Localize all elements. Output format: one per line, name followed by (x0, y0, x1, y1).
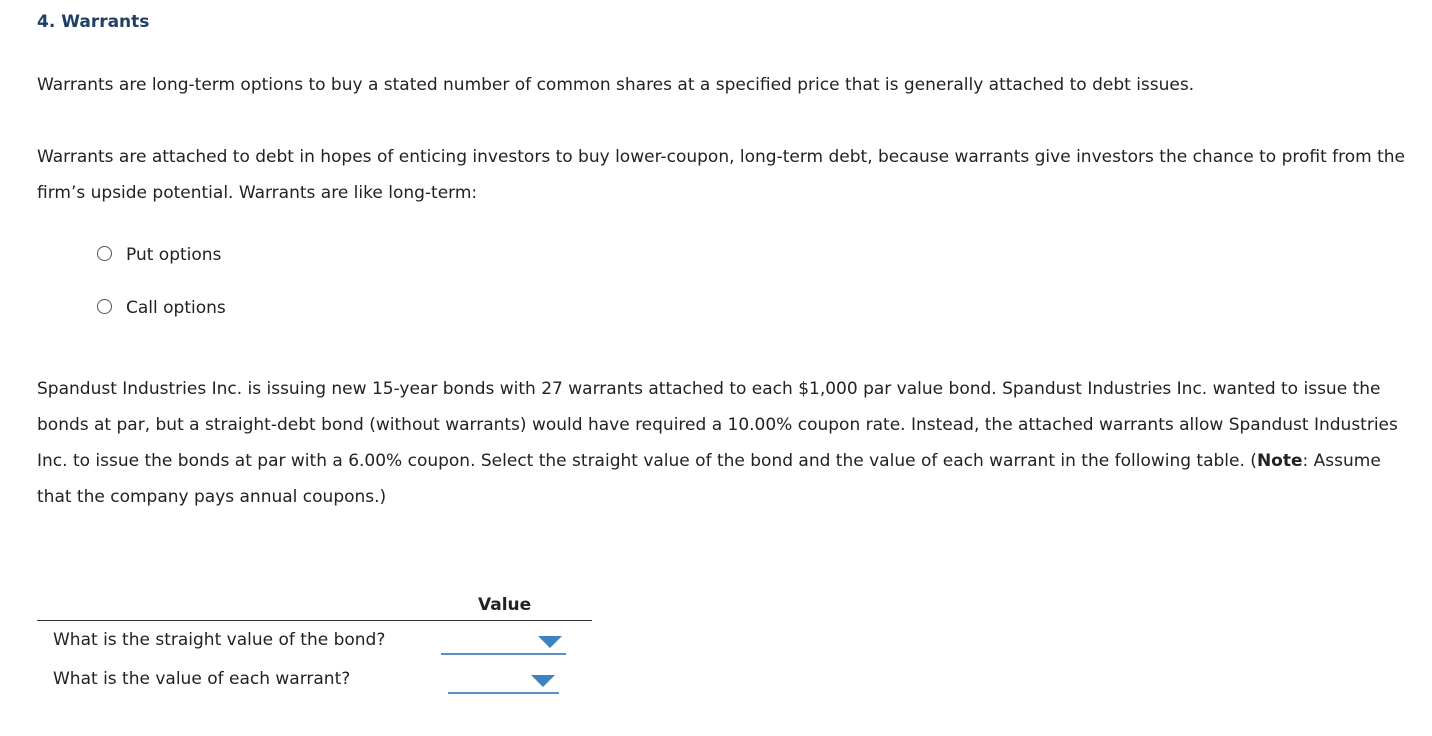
question2-text-main: Spandust Industries Inc. is issuing new 15-year bonds with 27 warrants attached to each $1,000 par value bond. Spandust Industries Inc. wanted to issue the bonds at par, but a straight-debt bond (without warrants) would have required a 10.00% coupon rate. Instead, the attached warrants allow Spandust Industries Inc. to issue the bonds at par with a 6.00% coupon. Select the straight value of the bond and the value of each warrant in the following table. ( (37, 379, 1398, 471)
answer-table (37, 593, 592, 699)
warrant-value-dropdown[interactable] (448, 670, 559, 694)
option-put-options[interactable] (97, 243, 221, 263)
section-title: 4. Warrants (37, 12, 150, 32)
intro-paragraph: Warrants are long-term options to buy a stated number of common shares at a specified price that is generally attached to debt issues. (37, 75, 1195, 95)
table-row-bond-value (37, 621, 592, 660)
row-label-warrant-value: What is the value of each warrant? (53, 669, 351, 689)
bond-value-dropdown[interactable] (441, 631, 566, 655)
radio-button-call-options[interactable] (97, 299, 112, 314)
option-label-put-options: Put options (126, 245, 222, 265)
option-label-call-options: Call options (126, 298, 226, 318)
chevron-down-icon[interactable] (531, 675, 555, 687)
question2-text (37, 371, 1407, 515)
chevron-down-icon[interactable] (538, 636, 562, 648)
table-row-warrant-value (37, 660, 592, 699)
row-label-bond-value: What is the straight value of the bond? (53, 630, 386, 650)
option-call-options[interactable] (97, 296, 226, 316)
radio-button-put-options[interactable] (97, 246, 112, 261)
note-label: Note (1256, 451, 1303, 471)
table-header (37, 593, 592, 621)
question2-text-note: : Assume that the company pays annual coupons.) (37, 451, 1381, 507)
column-header-value: Value (478, 595, 532, 615)
question1-text: Warrants are attached to debt in hopes of enticing investors to buy lower-coupon, long-term debt, because warrants give investors the chance to profit from the firm’s upside potential. Warrants are like long-term: (37, 147, 1406, 203)
